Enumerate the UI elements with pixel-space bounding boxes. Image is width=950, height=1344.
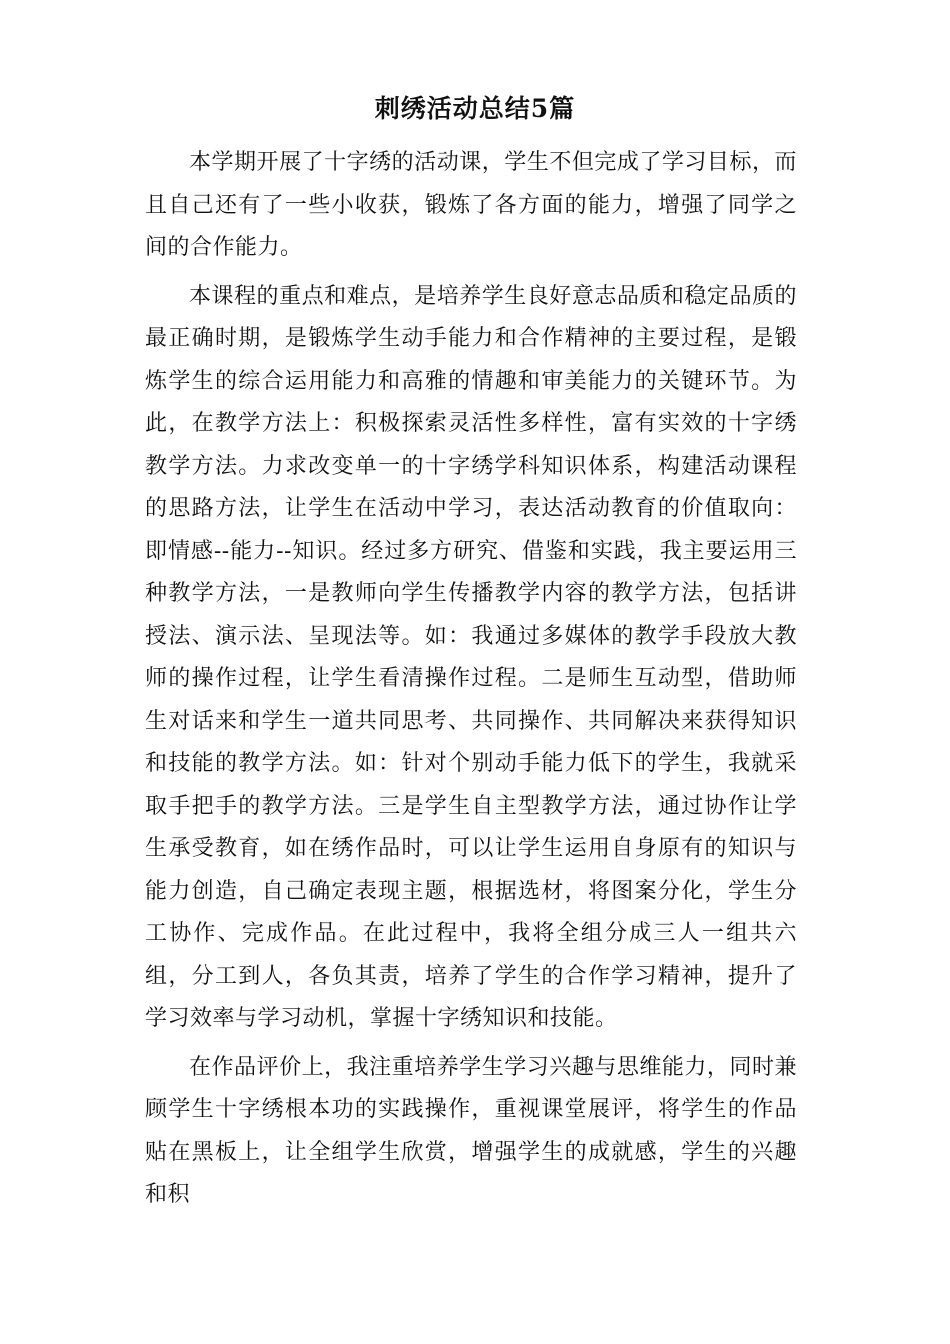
document-body: [145, 142, 797, 1223]
paragraph-2: 本课程的重点和难点，是培养学生良好意志品质和稳定品质的最正确时期，是锻炼学生动手能力和合作精神的主要过程，是锻炼学生的综合运用能力和高雅的情趣和审美能力的关键环节。为此，在教学方法上：积极探索灵活性多样性，富有实效的十字绣教学方法。力求改变单一的十字绣学科知识体系，构建活动课程的思路方法，让学生在活动中学习，表达活动教育的价值取向：即情感--能力--知识。经过多方研究、借鉴和实践，我主要运用三种教学方法，一是教师向学生传播教学内容的教学方法，包括讲授法、演示法、呈现法等。如：我通过多媒体的教学手段放大教师的操作过程，让学生看清操作过程。二是师生互动型，借助师生对话来和学生一道共同思考、共同操作、共同解决来获得知识和技能的教学方法。如：针对个别动手能力低下的学生，我就采取手把手的教学方法。三是学生自主型教学方法，通过协作让学生承受教育，如在绣作品时，可以让学生运用自身原有的知识与能力创造，自己确定表现主题，根据选材，将图案分化，学生分工协作、完成作品。在此过程中，我将全组分成三人一组共六组，分工到人，各负其责，培养了学生的合作学习精神，提升了学习效率与学习动机，掌握十字绣知识和技能。: [145, 283, 797, 1031]
document-title: 刺绣活动总结5篇: [374, 94, 576, 123]
paragraph-3: 在作品评价上，我注重培养学生学习兴趣与思维能力，同时兼顾学生十字绣根本功的实践操作，重视课堂展评，将学生的作品贴在黑板上，让全组学生欣赏，增强学生的成就感，学生的兴趣和积: [145, 1054, 797, 1207]
paragraph-1: 本学期开展了十字绣的活动课，学生不但完成了学习目标，而且自己还有了一些小收获，锻炼了各方面的能力，增强了同学之间的合作能力。: [145, 150, 797, 260]
